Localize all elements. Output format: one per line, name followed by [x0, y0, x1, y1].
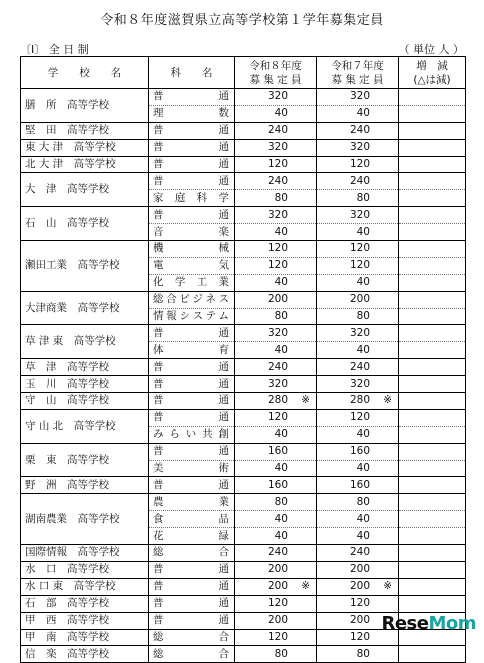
- capacity-value: 240: [267, 174, 288, 187]
- capacity-value: 200: [349, 580, 370, 593]
- school-name: 栗 東 高等学校: [21, 443, 149, 477]
- capacity-r7: [317, 376, 399, 393]
- header-r8-line2: 募 集 定 員: [249, 73, 302, 86]
- subject-name: 普通: [149, 612, 235, 629]
- capacity-value: 40: [356, 428, 370, 441]
- table-row: [21, 578, 466, 595]
- school-name: 国際情報 高等学校: [21, 545, 149, 562]
- note-mark: ※: [301, 579, 310, 592]
- table-row: [21, 139, 466, 156]
- capacity-r7: [317, 646, 399, 663]
- capacity-value: 160: [349, 478, 370, 491]
- capacity-value: 120: [267, 630, 288, 643]
- change-cell: [399, 393, 466, 410]
- capacity-r7: [317, 207, 399, 224]
- capacity-r7: [317, 105, 399, 122]
- capacity-value: 80: [274, 495, 288, 508]
- change-cell: [399, 545, 466, 562]
- subject-name: 普通: [149, 561, 235, 578]
- capacity-value: 240: [349, 360, 370, 373]
- capacity-r7: [317, 409, 399, 426]
- capacity-r7: [317, 89, 399, 106]
- subject-name: 普通: [149, 89, 235, 106]
- note-mark: ※: [383, 394, 392, 407]
- capacity-value: 80: [356, 647, 370, 660]
- subject-name: 機械: [149, 241, 235, 258]
- capacity-r8: [235, 443, 317, 460]
- school-name: 守 山 北 高等学校: [21, 409, 149, 443]
- table-row: [21, 89, 466, 106]
- capacity-value: 280: [267, 394, 288, 407]
- change-cell: [399, 139, 466, 156]
- table-header-row: [21, 57, 466, 89]
- subject-name: 食品: [149, 511, 235, 528]
- change-cell: [399, 274, 466, 291]
- capacity-value: 160: [267, 445, 288, 458]
- capacity-value: 120: [267, 242, 288, 255]
- school-name: 北 大 津 高等学校: [21, 156, 149, 173]
- capacity-r7: [317, 308, 399, 325]
- change-cell: [399, 460, 466, 477]
- capacity-value: 120: [267, 411, 288, 424]
- capacity-r8: [235, 122, 317, 139]
- capacity-r8: [235, 561, 317, 578]
- school-name: 石 山 高等学校: [21, 207, 149, 241]
- capacity-r7: [317, 291, 399, 308]
- school-name: 水 口 高等学校: [21, 561, 149, 578]
- capacity-value: 120: [349, 597, 370, 610]
- capacity-r8: [235, 241, 317, 258]
- change-cell: [399, 325, 466, 342]
- capacity-value: 120: [267, 158, 288, 170]
- school-name: 瀬田工業 高等学校: [21, 241, 149, 292]
- change-cell: [399, 224, 466, 241]
- page-title: 令和８年度滋賀県立高等学校第１学年募集定員: [100, 13, 384, 28]
- capacity-r7: [317, 528, 399, 545]
- capacity-value: 40: [356, 462, 370, 475]
- capacity-value: 120: [349, 411, 370, 424]
- table-row: [21, 291, 466, 308]
- table-row: [21, 561, 466, 578]
- change-cell: [399, 190, 466, 207]
- capacity-value: 40: [274, 512, 288, 525]
- subject-name: 普通: [149, 393, 235, 410]
- section-label: 〔Ⅰ〕 全 日 制: [20, 43, 89, 56]
- school-name: 守 山 高等学校: [21, 393, 149, 410]
- capacity-value: 160: [267, 478, 288, 491]
- table-body: [21, 89, 466, 663]
- unit-label: （ 単位 人 ）: [398, 43, 464, 56]
- capacity-r8: [235, 528, 317, 545]
- subject-name: 総合ビジネス: [149, 291, 235, 308]
- subject-name: 理数: [149, 105, 235, 122]
- change-cell: [399, 342, 466, 359]
- capacity-value: 40: [274, 276, 288, 289]
- capacity-value: 240: [267, 360, 288, 373]
- capacity-r8: [235, 494, 317, 511]
- capacity-r7: [317, 460, 399, 477]
- capacity-r7: [317, 257, 399, 274]
- capacity-value: 40: [274, 107, 288, 120]
- capacity-value: 80: [356, 310, 370, 323]
- header-r8: [235, 57, 317, 89]
- capacity-r7: [317, 224, 399, 241]
- change-cell: [399, 528, 466, 545]
- capacity-value: 40: [274, 428, 288, 441]
- capacity-value: 200: [267, 580, 288, 593]
- change-cell: [399, 561, 466, 578]
- capacity-r8: [235, 308, 317, 325]
- subject-name: 普通: [149, 578, 235, 595]
- capacity-value: 280: [349, 394, 370, 407]
- subject-name: 農業: [149, 494, 235, 511]
- capacity-r8: [235, 426, 317, 443]
- capacity-r8: [235, 156, 317, 173]
- capacity-value: 200: [349, 614, 370, 627]
- change-cell: [399, 494, 466, 511]
- capacity-r7: [317, 477, 399, 494]
- logo-text-left: Rese: [381, 613, 429, 634]
- change-cell: [399, 156, 466, 173]
- change-cell: [399, 308, 466, 325]
- subject-name: 普通: [149, 156, 235, 173]
- capacity-r7: [317, 156, 399, 173]
- subject-name: 普通: [149, 595, 235, 612]
- capacity-r7: [317, 595, 399, 612]
- capacity-value: 80: [356, 495, 370, 508]
- capacity-r7: [317, 274, 399, 291]
- capacity-r7: [317, 393, 399, 410]
- capacity-r7: [317, 545, 399, 562]
- capacity-r7: [317, 139, 399, 156]
- note-mark: ※: [301, 394, 310, 407]
- school-name: 玉 川 高等学校: [21, 376, 149, 393]
- school-name: 草 津 東 高等学校: [21, 325, 149, 359]
- capacity-r8: [235, 511, 317, 528]
- capacity-value: 40: [274, 343, 288, 356]
- table-row: [21, 241, 466, 258]
- change-cell: [399, 578, 466, 595]
- capacity-r7: [317, 578, 399, 595]
- subject-name: 美術: [149, 460, 235, 477]
- capacity-r7: [317, 494, 399, 511]
- change-cell: [399, 173, 466, 190]
- table-row: [21, 207, 466, 224]
- capacity-value: 240: [349, 546, 370, 559]
- school-name: 甲 南 高等学校: [21, 629, 149, 646]
- capacity-value: 240: [267, 546, 288, 559]
- capacity-value: 320: [267, 208, 288, 221]
- capacity-value: 120: [267, 597, 288, 610]
- capacity-value: 320: [349, 326, 370, 339]
- subject-name: 普通: [149, 139, 235, 156]
- subject-name: 音楽: [149, 224, 235, 241]
- change-cell: [399, 89, 466, 106]
- change-cell: [399, 646, 466, 663]
- school-name: 野 洲 高等学校: [21, 477, 149, 494]
- capacity-r8: [235, 629, 317, 646]
- table-row: [21, 359, 466, 376]
- change-cell: [399, 207, 466, 224]
- header-diff-line1: 増 減: [416, 59, 448, 72]
- header-r7: [317, 57, 399, 89]
- change-cell: [399, 376, 466, 393]
- subject-name: 総合: [149, 646, 235, 663]
- enrollment-table: [20, 56, 466, 663]
- subject-name: 体育: [149, 342, 235, 359]
- change-cell: [399, 443, 466, 460]
- table-row: [21, 595, 466, 612]
- capacity-r8: [235, 173, 317, 190]
- subject-name: 普通: [149, 122, 235, 139]
- capacity-r8: [235, 460, 317, 477]
- capacity-value: 40: [356, 107, 370, 120]
- capacity-value: 320: [349, 208, 370, 221]
- school-name: 信 楽 高等学校: [21, 646, 149, 663]
- capacity-value: 240: [349, 124, 370, 137]
- capacity-value: 200: [267, 614, 288, 627]
- capacity-r8: [235, 274, 317, 291]
- capacity-value: 120: [349, 259, 370, 272]
- capacity-r7: [317, 173, 399, 190]
- capacity-value: 40: [356, 343, 370, 356]
- capacity-r8: [235, 207, 317, 224]
- capacity-r8: [235, 342, 317, 359]
- header-diff: [399, 57, 466, 89]
- capacity-r8: [235, 89, 317, 106]
- table-row: [21, 409, 466, 426]
- subject-name: 電気: [149, 257, 235, 274]
- capacity-value: 40: [274, 529, 288, 542]
- subject-name: 普通: [149, 409, 235, 426]
- table-row: [21, 376, 466, 393]
- table-row: [21, 646, 466, 663]
- capacity-value: 240: [267, 124, 288, 137]
- capacity-value: 40: [274, 462, 288, 475]
- capacity-value: 40: [274, 225, 288, 238]
- change-cell: [399, 409, 466, 426]
- capacity-value: 320: [349, 141, 370, 154]
- capacity-r8: [235, 545, 317, 562]
- header-subject: 科 名: [149, 57, 235, 89]
- change-cell: [399, 105, 466, 122]
- school-name: 水 口 東 高等学校: [21, 578, 149, 595]
- subject-name: 普通: [149, 207, 235, 224]
- school-name: 石 部 高等学校: [21, 595, 149, 612]
- capacity-value: 80: [274, 310, 288, 323]
- header-diff-line2: (△は減): [413, 73, 451, 86]
- subject-name: 総合: [149, 545, 235, 562]
- table-row: [21, 545, 466, 562]
- capacity-r8: [235, 409, 317, 426]
- capacity-value: 80: [274, 191, 288, 204]
- school-name: 膳 所 高等学校: [21, 89, 149, 123]
- change-cell: [399, 257, 466, 274]
- change-cell: [399, 359, 466, 376]
- capacity-r8: [235, 291, 317, 308]
- change-cell: [399, 595, 466, 612]
- capacity-r8: [235, 376, 317, 393]
- capacity-value: 40: [356, 276, 370, 289]
- capacity-value: 160: [349, 445, 370, 458]
- capacity-r8: [235, 646, 317, 663]
- table-row: [21, 122, 466, 139]
- subject-name: 普通: [149, 376, 235, 393]
- capacity-value: 200: [267, 293, 288, 306]
- resemom-logo: [381, 613, 476, 634]
- school-name: 大津商業 高等学校: [21, 291, 149, 325]
- subject-name: 普通: [149, 325, 235, 342]
- capacity-r7: [317, 359, 399, 376]
- capacity-r8: [235, 595, 317, 612]
- change-cell: [399, 477, 466, 494]
- subject-name: 化学工業: [149, 274, 235, 291]
- capacity-r8: [235, 359, 317, 376]
- subject-name: みらい共創: [149, 426, 235, 443]
- capacity-value: 80: [274, 647, 288, 660]
- table-row: [21, 156, 466, 173]
- header-r7-line1: 令和７年度: [331, 59, 384, 72]
- capacity-r8: [235, 393, 317, 410]
- logo-text-right: Mom: [428, 613, 476, 634]
- capacity-r7: [317, 561, 399, 578]
- subject-name: 普通: [149, 443, 235, 460]
- capacity-r8: [235, 325, 317, 342]
- capacity-value: 120: [349, 630, 370, 643]
- capacity-value: 320: [267, 377, 288, 390]
- capacity-r7: [317, 122, 399, 139]
- capacity-value: 120: [349, 158, 370, 170]
- table-row: [21, 173, 466, 190]
- capacity-value: 40: [356, 225, 370, 238]
- note-mark: ※: [383, 579, 392, 592]
- subject-name: 情報システム: [149, 308, 235, 325]
- subject-name: 家庭科学: [149, 190, 235, 207]
- change-cell: [399, 426, 466, 443]
- capacity-value: 80: [356, 191, 370, 204]
- capacity-r8: [235, 612, 317, 629]
- capacity-value: 120: [267, 259, 288, 272]
- capacity-r7: [317, 325, 399, 342]
- school-name: 大 津 高等学校: [21, 173, 149, 207]
- school-name: 湖南農業 高等学校: [21, 494, 149, 545]
- change-cell: [399, 511, 466, 528]
- table-row: [21, 477, 466, 494]
- capacity-r7: [317, 511, 399, 528]
- capacity-value: 200: [267, 563, 288, 576]
- school-name: 甲 西 高等学校: [21, 612, 149, 629]
- subject-name: 普通: [149, 359, 235, 376]
- capacity-value: 320: [267, 90, 288, 103]
- school-name: 堅 田 高等学校: [21, 122, 149, 139]
- subject-name: 普通: [149, 173, 235, 190]
- subject-name: 総合: [149, 629, 235, 646]
- subject-name: 普通: [149, 477, 235, 494]
- capacity-value: 40: [356, 512, 370, 525]
- capacity-r8: [235, 257, 317, 274]
- change-cell: [399, 241, 466, 258]
- table-row: [21, 494, 466, 511]
- school-name: 東 大 津 高等学校: [21, 139, 149, 156]
- capacity-r8: [235, 105, 317, 122]
- header-r8-line1: 令和８年度: [249, 59, 302, 72]
- header-school: 学 校 名: [21, 57, 149, 89]
- table-row: [21, 325, 466, 342]
- capacity-r8: [235, 224, 317, 241]
- capacity-value: 200: [349, 563, 370, 576]
- capacity-r8: [235, 190, 317, 207]
- capacity-r8: [235, 578, 317, 595]
- capacity-r7: [317, 342, 399, 359]
- capacity-value: 320: [349, 90, 370, 103]
- capacity-r8: [235, 477, 317, 494]
- subject-name: 花緑: [149, 528, 235, 545]
- table-row: [21, 393, 466, 410]
- change-cell: [399, 122, 466, 139]
- capacity-value: 320: [349, 377, 370, 390]
- capacity-value: 120: [349, 242, 370, 255]
- capacity-r7: [317, 443, 399, 460]
- table-row: [21, 443, 466, 460]
- capacity-r7: [317, 426, 399, 443]
- change-cell: [399, 291, 466, 308]
- capacity-value: 240: [349, 174, 370, 187]
- capacity-value: 320: [267, 141, 288, 154]
- capacity-value: 40: [356, 529, 370, 542]
- capacity-value: 200: [349, 293, 370, 306]
- capacity-r8: [235, 139, 317, 156]
- school-name: 草 津 高等学校: [21, 359, 149, 376]
- header-r7-line2: 募 集 定 員: [331, 73, 384, 86]
- capacity-r7: [317, 190, 399, 207]
- capacity-r7: [317, 241, 399, 258]
- capacity-value: 320: [267, 326, 288, 339]
